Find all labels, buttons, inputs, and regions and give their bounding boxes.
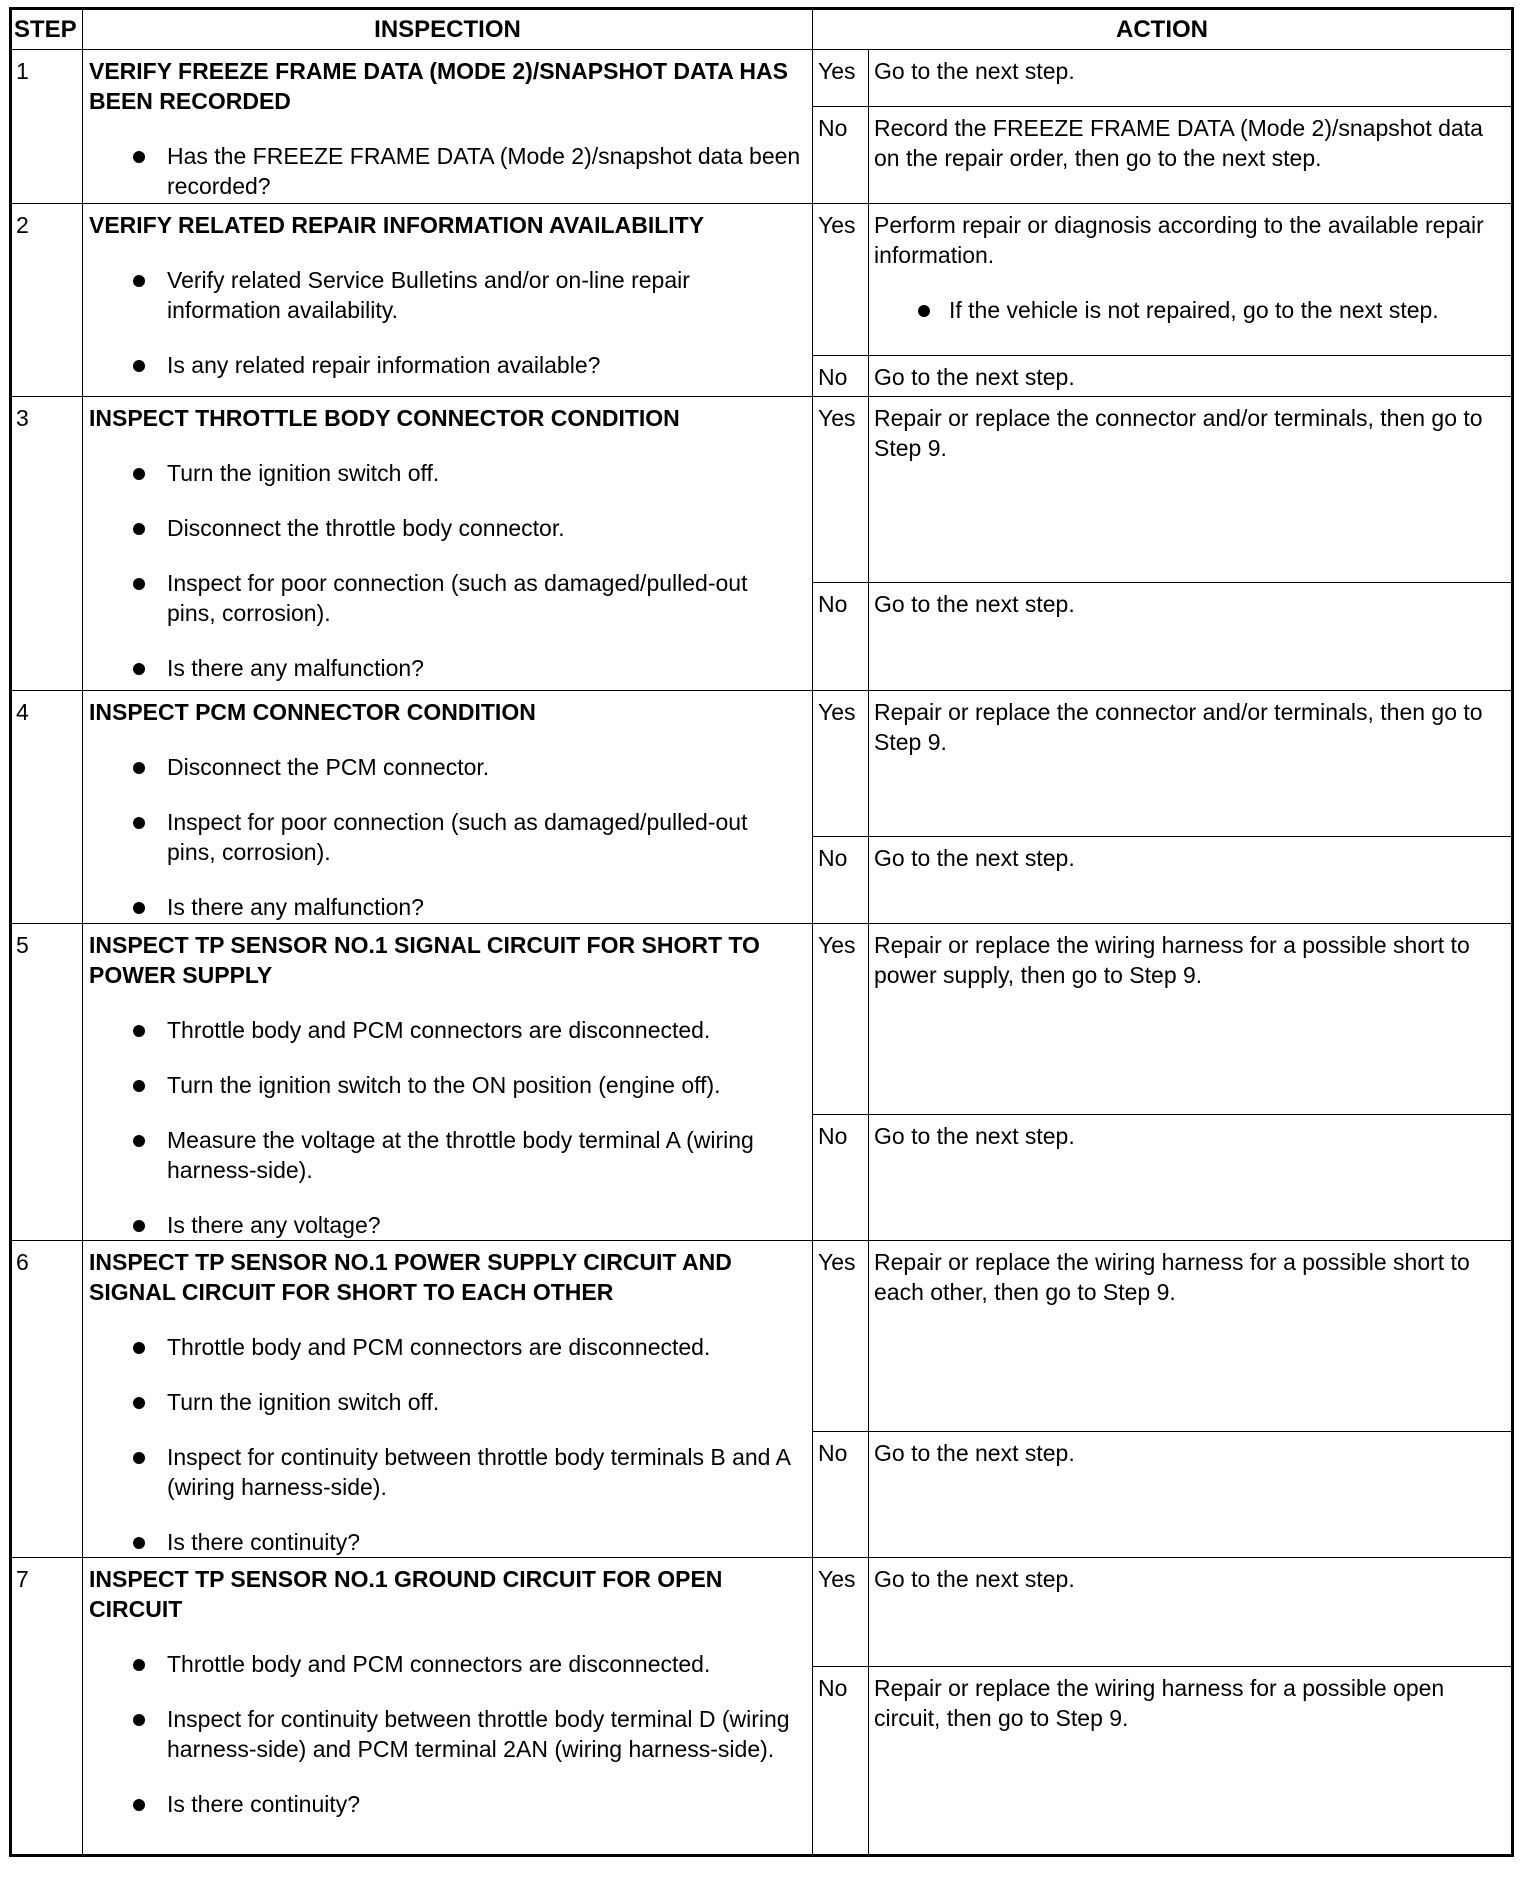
inspection-bullet: [89, 1387, 802, 1417]
inspection-bullet: [89, 568, 802, 628]
yes-action-text: Repair or replace the wiring harness for a possible short to power supply, then go to Step 9.: [874, 932, 1470, 988]
inspection-title: VERIFY FREEZE FRAME DATA (MODE 2)/SNAPSHOT DATA HAS BEEN RECORDED: [89, 58, 788, 114]
inspection-bullets: [89, 1332, 802, 1557]
inspection-bullet: [89, 458, 802, 488]
bullet-text: Is there any malfunction?: [167, 894, 424, 920]
no-action: Go to the next step.: [869, 1432, 1513, 1558]
inspection-cell: [83, 204, 813, 397]
no-label: No: [813, 837, 869, 924]
step-row-yes: [11, 204, 1513, 356]
inspection-bullet: [89, 1210, 802, 1240]
bullet-text: Turn the ignition switch to the ON position (engine off).: [167, 1072, 721, 1098]
bullet-text: Is there any malfunction?: [167, 655, 424, 681]
no-label: No: [813, 356, 869, 397]
bullet-dot-icon: [133, 360, 145, 372]
bullet-dot-icon: [133, 1025, 145, 1037]
no-action: Repair or replace the wiring harness for a possible open circuit, then go to Step 9.: [869, 1667, 1513, 1856]
inspection-cell: [83, 397, 813, 691]
bullet-text: Inspect for continuity between throttle body terminals B and A (wiring harness-side).: [167, 1444, 790, 1500]
yes-label: Yes: [813, 691, 869, 837]
inspection-bullet: [89, 1070, 802, 1100]
inspection-cell: [83, 1558, 813, 1856]
action-bullet: [874, 295, 1503, 325]
step-row-yes: [11, 397, 1513, 583]
bullet-dot-icon: [133, 1220, 145, 1232]
bullet-text: Is there continuity?: [167, 1529, 361, 1555]
yes-action: [869, 397, 1513, 583]
yes-action: [869, 1558, 1513, 1667]
bullet-text: Throttle body and PCM connectors are disconnected.: [167, 1017, 711, 1043]
yes-label: Yes: [813, 204, 869, 356]
bullet-dot-icon: [133, 1135, 145, 1147]
inspection-bullet: [89, 1789, 802, 1819]
bullet-dot-icon: [133, 1080, 145, 1092]
no-action: Record the FREEZE FRAME DATA (Mode 2)/snapshot data on the repair order, then go to the next step.: [869, 107, 1513, 204]
inspection-title: INSPECT THROTTLE BODY CONNECTOR CONDITION: [89, 405, 680, 431]
yes-action: [869, 691, 1513, 837]
yes-action: [869, 50, 1513, 107]
bullet-text: Throttle body and PCM connectors are disconnected.: [167, 1651, 711, 1677]
yes-action-text: Go to the next step.: [874, 1566, 1075, 1592]
bullet-dot-icon: [133, 151, 145, 163]
inspection-bullet: [89, 1442, 802, 1502]
step-row-yes: [11, 1558, 1513, 1667]
bullet-text: Verify related Service Bulletins and/or on-line repair information availability.: [167, 267, 690, 323]
yes-action: [869, 204, 1513, 356]
step-number: 3: [11, 397, 83, 691]
no-action: Go to the next step.: [869, 837, 1513, 924]
bullet-dot-icon: [133, 902, 145, 914]
step-row-yes: [11, 691, 1513, 837]
bullet-text: Inspect for continuity between throttle body terminal D (wiring harness-side) and PCM terminal 2AN (wiring harness-side).: [167, 1706, 790, 1762]
inspection-bullet: [89, 653, 802, 683]
step-number: 5: [11, 924, 83, 1241]
bullet-dot-icon: [133, 275, 145, 287]
yes-action-text: Repair or replace the connector and/or terminals, then go to Step 9.: [874, 699, 1483, 755]
bullet-dot-icon: [133, 468, 145, 480]
inspection-cell: [83, 50, 813, 204]
inspection-bullet: [89, 1332, 802, 1362]
no-label: No: [813, 1667, 869, 1856]
inspection-title: INSPECT TP SENSOR NO.1 POWER SUPPLY CIRCUIT AND SIGNAL CIRCUIT FOR SHORT TO EACH OTHER: [89, 1249, 732, 1305]
inspection-bullet: [89, 752, 802, 782]
bullet-dot-icon: [133, 762, 145, 774]
yes-action-text: Go to the next step.: [874, 58, 1075, 84]
bullet-text: Disconnect the throttle body connector.: [167, 515, 565, 541]
step-row-yes: [11, 1241, 1513, 1432]
step-row-yes: [11, 50, 1513, 107]
no-action: Go to the next step.: [869, 356, 1513, 397]
inspection-bullets: [89, 1649, 802, 1819]
inspection-title: INSPECT PCM CONNECTOR CONDITION: [89, 699, 536, 725]
step-number: 4: [11, 691, 83, 924]
header-row: [11, 9, 1513, 50]
yes-action: [869, 924, 1513, 1115]
bullet-dot-icon: [133, 523, 145, 535]
inspection-bullet: [89, 513, 802, 543]
bullet-text: If the vehicle is not repaired, go to the next step.: [949, 297, 1439, 323]
no-label: No: [813, 107, 869, 204]
yes-action-text: Repair or replace the wiring harness for a possible short to each other, then go to Step 9.: [874, 1249, 1470, 1305]
bullet-dot-icon: [133, 1659, 145, 1671]
header-action: ACTION: [813, 9, 1513, 50]
bullet-text: Inspect for poor connection (such as damaged/pulled-out pins, corrosion).: [167, 570, 748, 626]
yes-label: Yes: [813, 924, 869, 1115]
inspection-bullets: [89, 1015, 802, 1240]
bullet-dot-icon: [133, 663, 145, 675]
bullet-text: Inspect for poor connection (such as damaged/pulled-out pins, corrosion).: [167, 809, 748, 865]
inspection-title: INSPECT TP SENSOR NO.1 GROUND CIRCUIT FOR OPEN CIRCUIT: [89, 1566, 723, 1622]
inspection-bullet: [89, 1704, 802, 1764]
action-bullets: [874, 295, 1503, 325]
inspection-cell: [83, 691, 813, 924]
step-number: 2: [11, 204, 83, 397]
bullet-dot-icon: [133, 1799, 145, 1811]
bullet-dot-icon: [133, 1397, 145, 1409]
bullet-dot-icon: [133, 1452, 145, 1464]
inspection-bullet: [89, 141, 802, 201]
header-step: STEP: [11, 9, 83, 50]
inspection-bullets: [89, 265, 802, 380]
inspection-bullet: [89, 1015, 802, 1045]
bullet-dot-icon: [133, 817, 145, 829]
bullet-dot-icon: [918, 305, 930, 317]
yes-action-text: Perform repair or diagnosis according to the available repair information.: [874, 212, 1484, 268]
yes-label: Yes: [813, 397, 869, 583]
bullet-dot-icon: [133, 578, 145, 590]
inspection-title: VERIFY RELATED REPAIR INFORMATION AVAILABILITY: [89, 212, 705, 238]
bullet-text: Turn the ignition switch off.: [167, 1389, 440, 1415]
step-row-yes: [11, 924, 1513, 1115]
inspection-bullets: [89, 752, 802, 922]
yes-action: [869, 1241, 1513, 1432]
yes-label: Yes: [813, 1558, 869, 1667]
bullet-text: Measure the voltage at the throttle body terminal A (wiring harness-side).: [167, 1127, 754, 1183]
inspection-bullet: [89, 1527, 802, 1557]
header-inspection: INSPECTION: [83, 9, 813, 50]
bullet-dot-icon: [133, 1342, 145, 1354]
bullet-text: Is there continuity?: [167, 1791, 361, 1817]
inspection-title: INSPECT TP SENSOR NO.1 SIGNAL CIRCUIT FOR SHORT TO POWER SUPPLY: [89, 932, 760, 988]
step-number: 6: [11, 1241, 83, 1558]
bullet-dot-icon: [133, 1714, 145, 1726]
inspection-bullet: [89, 350, 802, 380]
no-label: No: [813, 1432, 869, 1558]
inspection-cell: [83, 924, 813, 1241]
diagnostic-table: [9, 7, 1514, 1857]
no-label: No: [813, 1115, 869, 1241]
inspection-bullet: [89, 807, 802, 867]
inspection-bullets: [89, 141, 802, 201]
inspection-bullet: [89, 1649, 802, 1679]
bullet-text: Is any related repair information available?: [167, 352, 601, 378]
bullet-text: Disconnect the PCM connector.: [167, 754, 490, 780]
yes-action-text: Repair or replace the connector and/or terminals, then go to Step 9.: [874, 405, 1483, 461]
step-number: 1: [11, 50, 83, 204]
no-action: Go to the next step.: [869, 1115, 1513, 1241]
bullet-text: Turn the ignition switch off.: [167, 460, 440, 486]
inspection-bullet: [89, 1125, 802, 1185]
yes-label: Yes: [813, 50, 869, 107]
no-label: No: [813, 583, 869, 691]
step-number: 7: [11, 1558, 83, 1856]
bullet-text: Throttle body and PCM connectors are disconnected.: [167, 1334, 711, 1360]
no-action: Go to the next step.: [869, 583, 1513, 691]
bullet-text: Is there any voltage?: [167, 1212, 381, 1238]
inspection-bullets: [89, 458, 802, 683]
inspection-bullet: [89, 892, 802, 922]
yes-label: Yes: [813, 1241, 869, 1432]
inspection-bullet: [89, 265, 802, 325]
bullet-text: Has the FREEZE FRAME DATA (Mode 2)/snapshot data been recorded?: [167, 143, 801, 199]
inspection-cell: [83, 1241, 813, 1558]
bullet-dot-icon: [133, 1537, 145, 1549]
